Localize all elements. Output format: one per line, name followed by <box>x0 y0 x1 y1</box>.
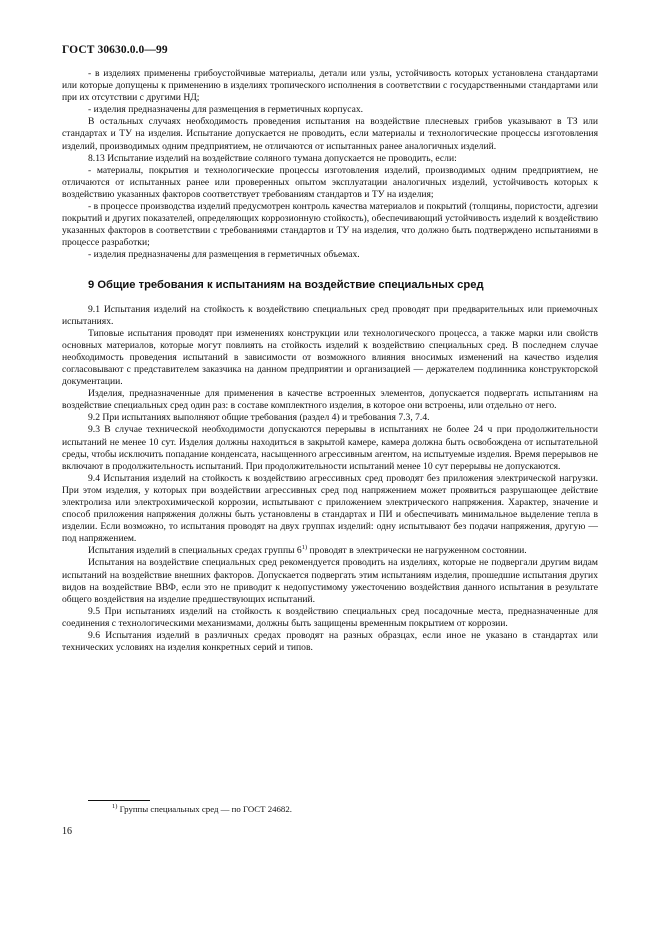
paragraph: 9.6 Испытания изделий в различных средах проводят на разных образцах, если иное не указано в стандартах или технических условиях на изделия конкретных серий и типов. <box>62 630 598 654</box>
footnote <box>112 804 292 815</box>
paragraph: 9.1 Испытания изделий на стойкость к воздействию специальных сред проводят при предварительных или приемочных испытаниях. <box>62 303 598 327</box>
page-number: 16 <box>62 826 72 837</box>
section-heading: 9 Общие требования к испытаниям на воздействие специальных сред <box>88 278 484 291</box>
paragraph: - в процессе производства изделий предусмотрен контроль качества материалов и покрытий (толщины, пористости, адгезии покрытий и других показателей, определяющих коррозионную стойкость), обеспечивающий устойчивость изделий к воздействию указанных факторов в соответствии с требованиями стандартов и ТУ на изделия, что должно быть подтверждено испытаниями в процессе разработки; <box>62 201 598 249</box>
paragraph: 9.5 При испытаниях изделий на стойкость к воздействию специальных сред посадочные места, предназначенные для соединения с технологическими механизмами, должны быть защищены временным покрытием от коррозии. <box>62 605 598 629</box>
footnote-text: Группы специальных сред — по ГОСТ 24682. <box>119 804 292 814</box>
paragraph: Типовые испытания проводят при изменениях конструкции или технологического процесса, а также марки или свойств основных материалов, которые могут повлиять на стойкость изделий к воздействию специальных сред. В последнем случае необходимость проведения испытаний в зависимости от возможного влияния вносимых изменений на качество изделия согласовывают с представителем заказчика на данном предприятии и организацией — держателем подлинника конструкторской документации. <box>62 327 598 388</box>
body-text <box>62 68 598 654</box>
footnote-marker: 1) <box>301 544 308 552</box>
paragraph: - изделия предназначены для размещения в герметичных корпусах. <box>88 104 364 116</box>
page-header-standard-code: ГОСТ 30630.0.0—99 <box>62 44 168 56</box>
paragraph: В остальных случаях необходимость проведения испытания на воздействие плесневых грибов указывают в ТЗ или стандартах и ТУ на изделия. Испытание допускается не проводить, если материалы и технологические процессы изготовления изделий, производимых одним предприятием, не отличаются от испытанных ранее аналогичных изделий. <box>62 116 598 152</box>
paragraph: 9.2 При испытаниях выполняют общие требования (раздел 4) и требования 7.3, 7.4. <box>88 412 430 424</box>
footnote-separator <box>88 800 150 801</box>
paragraph: - изделия предназначены для размещения в герметичных объемах. <box>88 249 360 261</box>
paragraph-with-footnote <box>62 545 598 557</box>
footnote-marker: 1) <box>112 803 118 811</box>
paragraph-text: Испытания изделий в специальных средах группы 6 <box>88 545 302 557</box>
paragraph: 8.13 Испытание изделий на воздействие соляного тумана допускается не проводить, если: <box>88 152 457 164</box>
paragraph: Изделия, предназначенные для применения в качестве встроенных элементов, допускается подвергать испытаниям на воздействие специальных сред один раз: в составе комплектного изделия, в которое они встроены, или отдельно от него. <box>62 388 598 412</box>
paragraph: - в изделиях применены грибоустойчивые материалы, детали или узлы, устойчивость которых установлена стандартами или которые допущены к применению в изделиях тропического исполнения в соответствии с государственными стандартами или при их отсутствии с другими НД; <box>62 68 598 104</box>
paragraph: 9.4 Испытания изделий на стойкость к воздействию агрессивных сред проводят без приложения электрической нагрузки. При этом изделия, у которых при воздействии агрессивных сред под напряжением может проявиться разрушающее действие электролиза или электрохимической коррозии, испытывают с приложением электрического напряжения. Характер, значение и способ приложения напряжения должны быть установлены в стандартах и ПИ и обеспечивать минимальное выделение тепла в изделии. Если возможно, то испытания проводят на двух группах изделий: одну испытывают без подачи напряжения, другую — под напряжением. <box>62 472 598 545</box>
paragraph: Испытания на воздействие специальных сред рекомендуется проводить на изделиях, которые не подвергали другим видам испытаний на воздействие внешних факторов. Допускается подвергать этим испытаниям изделия, прошедшие испытания других видов на воздействие ВВФ, если это не приводит к недопустимому ужесточению воздействия данного испытания в результате общего воздействия на изделие предшествующих испытаний. <box>62 557 598 605</box>
paragraph: 9.3 В случае технической необходимости допускаются перерывы в испытаниях не более 24 ч при продолжительности испытаний не менее 10 сут. Изделия должны находиться в закрытой камере, камера должна быть освобождена от испытательной среды, чтобы исключить попадание конденсата, насыщенного агрессивным агентом, на испытуемые изделия. Время перерывов не включают в продолжительность испытаний. При продолжительности испытаний менее 10 сут перерывы не допускаются. <box>62 424 598 472</box>
paragraph: - материалы, покрытия и технологические процессы изготовления изделий, производимых одним предприятием, не отличаются от испытанных ранее или проверенных опытом эксплуатации аналогичных изделий, устойчивость которых к воздействию указанных факторов соответствует требованиям стандартов и ТУ на изделия; <box>62 164 598 200</box>
paragraph-text: проводят в электрически не нагруженном состоянии. <box>307 545 527 557</box>
